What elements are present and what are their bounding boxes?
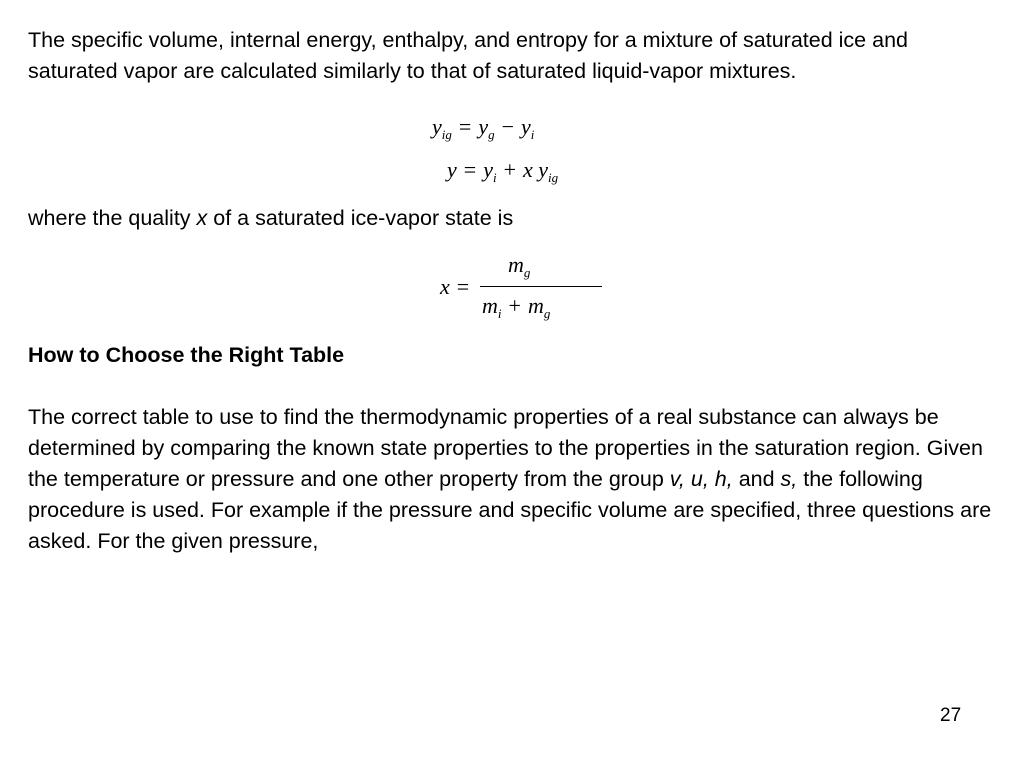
equation-y: $y = y_i + x$ $y_{ig}$ [447, 157, 559, 185]
section-heading: How to Choose the Right Table [28, 343, 345, 367]
fraction-denominator: $m_i + m_g$ [482, 293, 551, 321]
quality-equation: x = $m_g$ $m_i + m_g$ [440, 252, 580, 332]
quality-paragraph: where the quality x of a saturated ice-vapor state is [28, 206, 514, 230]
page-number: 27 [940, 705, 962, 726]
fraction-bar [480, 286, 602, 287]
procedure-paragraph: The correct table to use to find the thermodynamic properties of a real substance can always be determined by comparing the known state properties to the properties in the saturation region. Given the temperature or pressure and one other property from the group v, u, h, and s, the following procedure is used. For example if the pressure and specific volume are specified, three questions are asked. For the given pressure, [28, 405, 992, 553]
fraction-numerator: $m_g$ [508, 252, 531, 280]
equation-yig: $y_{ig} = y_g - y_i$ [432, 114, 535, 142]
intro-paragraph: The specific volume, internal energy, enthalpy, and entropy for a mixture of saturated ice and saturated vapor are calculated similarly to that of saturated liquid-vapor mixtures. [28, 28, 908, 83]
